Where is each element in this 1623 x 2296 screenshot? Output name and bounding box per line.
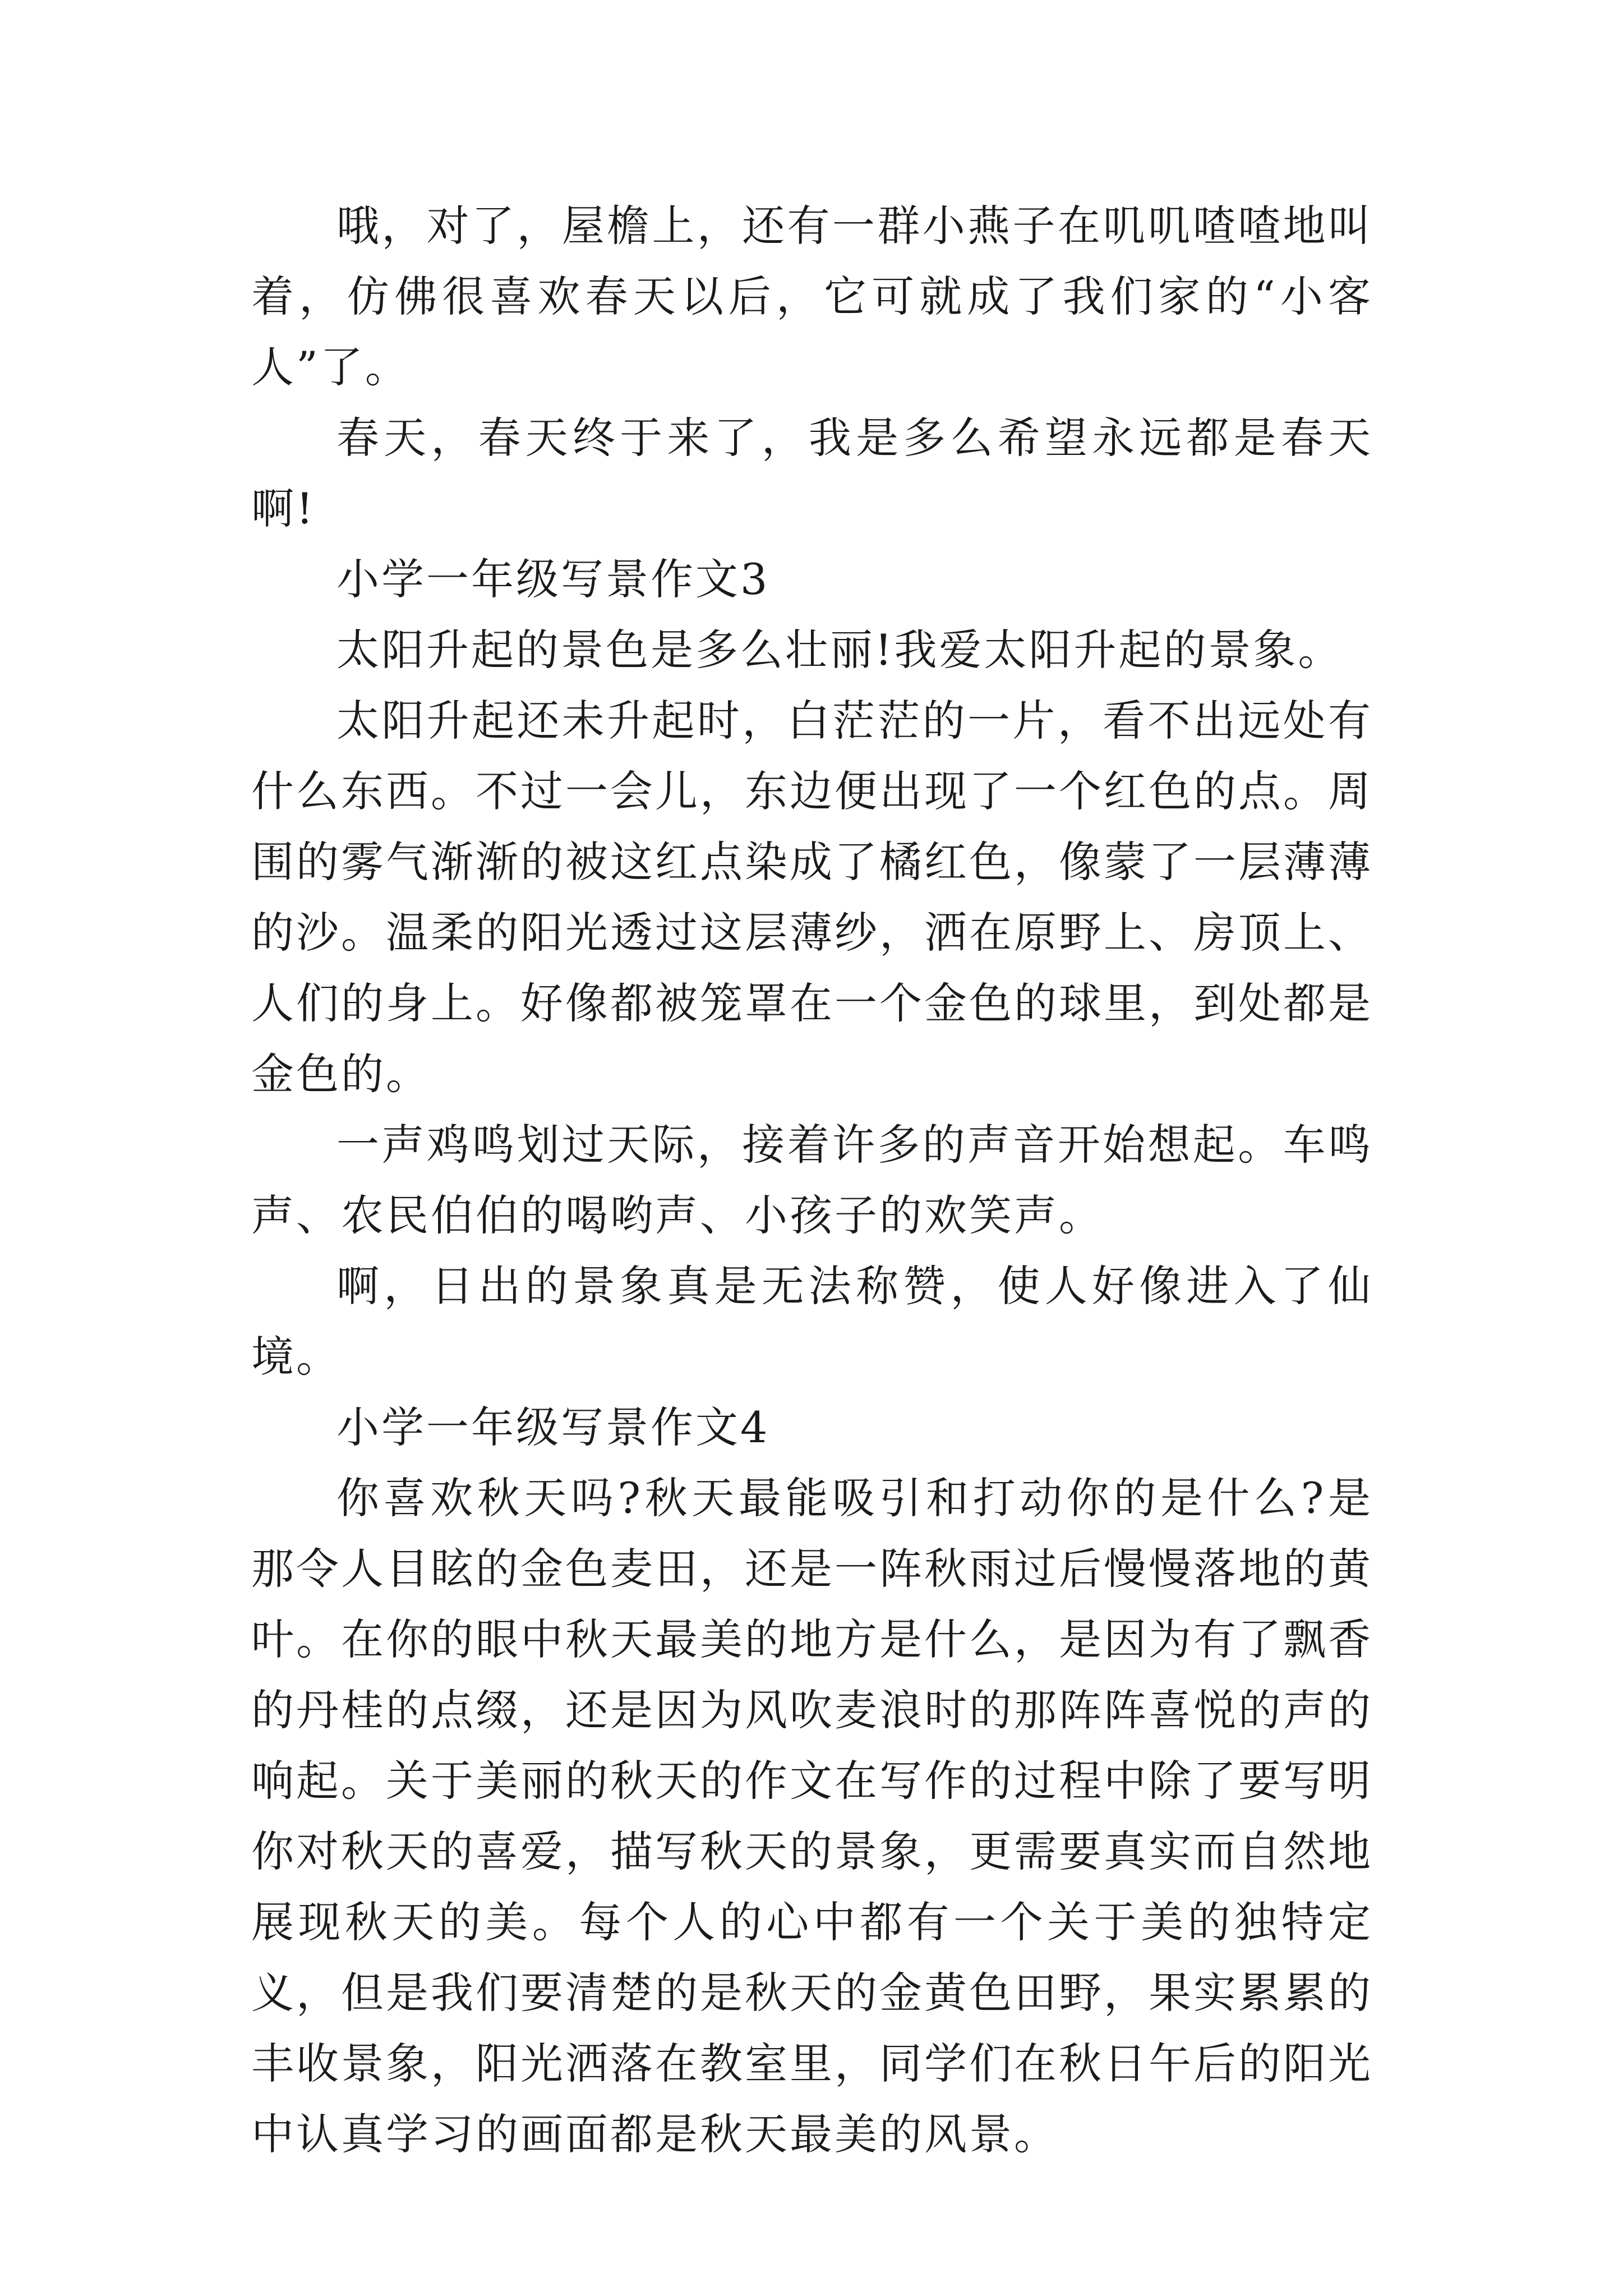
document-body <box>251 191 1373 2170</box>
paragraph: 你喜欢秋天吗?秋天最能吸引和打动你的是什么?是那令人目眩的金色麦田，还是一阵秋雨过后慢慢落地的黄叶。在你的眼中秋天最美的地方是什么，是因为有了飘香的丹桂的点缀，还是因为风吹麦浪时的那阵阵喜悦的声的响起。关于美丽的秋天的作文在写作的过程中除了要写明你对秋天的喜爱，描写秋天的景象，更需要真实而自然地展现秋天的美。每个人的心中都有一个关于美的独特定义，但是我们要清楚的是秋天的金黄色田野，果实累累的丰收景象，阳光洒落在教室里，同学们在秋日午后的阳光中认真学习的画面都是秋天最美的风景。 <box>251 1473 1373 2159</box>
paragraph: 太阳升起还未升起时，白茫茫的一片，看不出远处有什么东西。不过一会儿，东边便出现了一个红色的点。周围的雾气渐渐的被这红点染成了橘红色，像蒙了一层薄薄的沙。温柔的阳光透过这层薄纱，洒在原野上、房顶上、人们的身上。好像都被笼罩在一个金色的球里，到处都是金色的。 <box>251 696 1373 1099</box>
paragraph: 太阳升起的景色是多么壮丽!我爱太阳升起的景象。 <box>336 625 1343 675</box>
section-heading: 小学一年级写景作文4 <box>336 1402 770 1452</box>
paragraph: 啊，日出的景象真是无法称赞，使人好像进入了仙境。 <box>251 1261 1373 1382</box>
paragraph: 一声鸡鸣划过天际，接着许多的声音开始想起。车鸣声、农民伯伯的喝哟声、小孩子的欢笑声。 <box>251 1120 1373 1240</box>
paragraph: 春天，春天终于来了，我是多么希望永远都是春天啊! <box>251 413 1373 533</box>
paragraph: 哦，对了，屋檐上，还有一群小燕子在叽叽喳喳地叫着，仿佛很喜欢春天以后，它可就成了我们家的“小客人”了。 <box>251 201 1373 392</box>
section-heading: 小学一年级写景作文3 <box>336 554 770 604</box>
